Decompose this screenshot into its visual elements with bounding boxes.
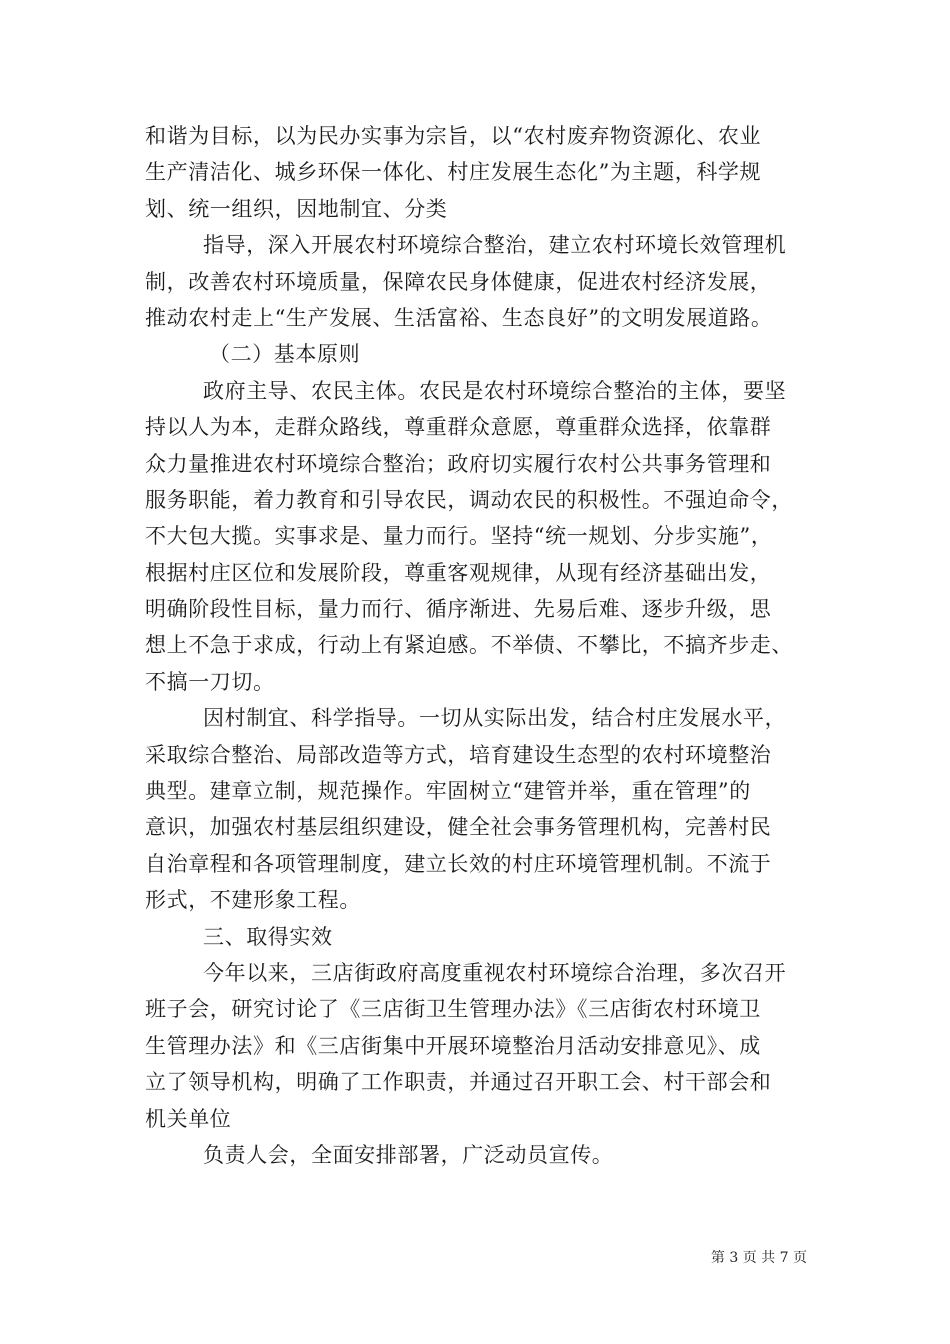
text-line: 采取综合整治、局部改造等方式，培育建设生态型的农村环境整治 [145, 742, 772, 767]
section-heading: （二）基本原则 [209, 342, 361, 367]
text-line: 生管理办法》和《三店街集中开展环境整治月活动安排意见》、成 [145, 1033, 761, 1058]
text-line: 意识，加强农村基层组织建设，健全社会事务管理机构，完善村民 [145, 815, 772, 840]
page-number: 第 3 页 共 7 页 [710, 1250, 807, 1266]
text-line: 今年以来，三店街政府高度重视农村环境综合治理，多次召开 [203, 960, 787, 985]
text-line: 指导，深入开展农村环境综合整治，建立农村环境长效管理机 [203, 233, 787, 258]
text-line: 想上不急于求成，行动上有紧迫感。不举债、不攀比，不搞齐步走、 [145, 633, 793, 658]
text-line: 负责人会，全面安排部署，广泛动员宣传。 [203, 1142, 614, 1167]
text-line: 众力量推进农村环境综合整治；政府切实履行农村公共事务管理和 [145, 451, 772, 476]
text-line: 制，改善农村环境质量，保障农民身体健康，促进农村经济发展， [145, 269, 772, 294]
text-line: 班子会，研究讨论了《三店街卫生管理办法》《三店街农村环境卫 [145, 997, 761, 1022]
text-line: 不搞一刀切。 [145, 669, 275, 694]
text-line: 自治章程和各项管理制度，建立长效的村庄环境管理机制。不流于 [145, 851, 772, 876]
section-heading: 三、取得实效 [203, 924, 333, 949]
text-line: 政府主导、农民主体。农民是农村环境综合整治的主体，要坚 [203, 378, 787, 403]
text-line: 不大包大揽。实事求是、量力而行。坚持“统一规划、分步实施”， [145, 524, 773, 549]
text-line: 根据村庄区位和发展阶段，尊重客观规律，从现有经济基础出发， [145, 560, 772, 585]
text-line: 划、统一组织，因地制宜、分类 [145, 196, 448, 221]
text-line: 明确阶段性目标，量力而行、循序渐进、先易后难、逐步升级，思 [145, 597, 772, 622]
text-line: 生产清洁化、城乡环保一体化、村庄发展生态化”为主题，科学规 [145, 160, 762, 185]
text-line: 服务职能，着力教育和引导农民，调动农民的积极性。不强迫命令， [145, 487, 793, 512]
text-line: 典型。建章立制，规范操作。牢固树立“建管并举，重在管理”的 [145, 779, 751, 804]
text-line: 持以人为本，走群众路线，尊重群众意愿，尊重群众选择，依靠群 [145, 415, 772, 440]
text-line: 和谐为目标，以为民办实事为宗旨，以“农村废弃物资源化、农业 [145, 124, 762, 148]
text-line: 立了领导机构，明确了工作职责，并通过召开职工会、村干部会和 [145, 1070, 772, 1095]
text-line: 机关单位 [145, 1106, 232, 1131]
text-line: 形式，不建形象工程。 [145, 888, 361, 913]
body-text [145, 118, 815, 1173]
text-line: 因村制宜、科学指导。一切从实际出发，结合村庄发展水平， [203, 706, 787, 731]
text-line: 推动农村走上“生产发展、生活富裕、生态良好”的文明发展道路。 [145, 305, 773, 330]
